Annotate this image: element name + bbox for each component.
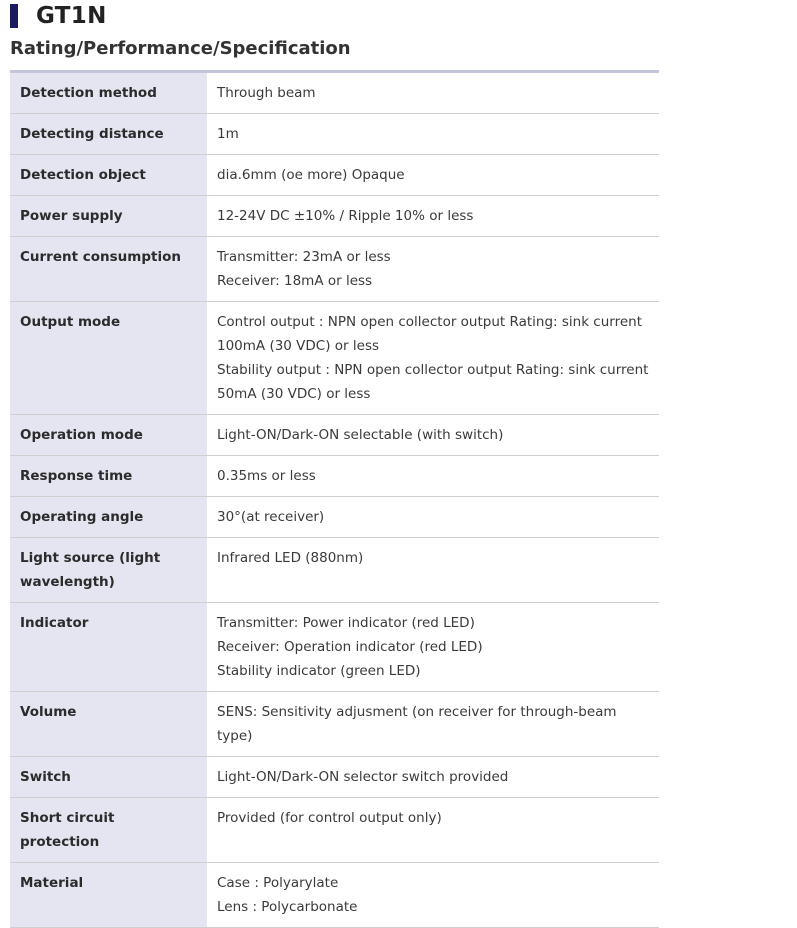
table-row (10, 237, 659, 302)
spec-label: Detection object (10, 155, 207, 196)
spec-value (207, 456, 659, 497)
spec-value-line: Transmitter: Power indicator (red LED) (217, 615, 475, 631)
spec-value-line: 1m (217, 126, 239, 142)
spec-value (207, 497, 659, 538)
spec-value-line: Stability indicator (green LED) (217, 663, 421, 679)
table-row (10, 155, 659, 196)
spec-value (207, 302, 659, 415)
table-row (10, 456, 659, 497)
spec-label: Response time (10, 456, 207, 497)
table-row (10, 73, 659, 114)
spec-label: Detecting distance (10, 114, 207, 155)
spec-value-line: Lens : Polycarbonate (217, 899, 358, 915)
spec-value (207, 757, 659, 798)
spec-value-line: 0.35ms or less (217, 468, 316, 484)
spec-value (207, 114, 659, 155)
spec-value (207, 415, 659, 456)
spec-label: Volume (10, 692, 207, 757)
spec-value (207, 73, 659, 114)
spec-value-line: Receiver: Operation indicator (red LED) (217, 639, 483, 655)
spec-label: Short circuit protection (10, 798, 207, 863)
title-accent-bar (10, 4, 18, 28)
spec-value (207, 863, 659, 928)
spec-label: Operating angle (10, 497, 207, 538)
spec-label: Light source (light wavelength) (10, 538, 207, 603)
spec-value (207, 155, 659, 196)
spec-table (10, 73, 659, 928)
spec-value-line: 30°(at receiver) (217, 509, 325, 525)
spec-value-line: dia.6mm (oe more) Opaque (217, 167, 405, 183)
spec-value-line: Infrared LED (880nm) (217, 550, 364, 566)
spec-value-line: Control output : NPN open collector output Rating: sink current 100mA (30 VDC) or less (217, 314, 642, 354)
spec-label: Output mode (10, 302, 207, 415)
table-row (10, 302, 659, 415)
table-row (10, 863, 659, 928)
spec-value-line: Stability output : NPN open collector output Rating: sink current 50mA (30 VDC) or less (217, 362, 649, 402)
title-row (10, 3, 107, 29)
spec-value (207, 538, 659, 603)
spec-value-line: Case : Polyarylate (217, 875, 339, 891)
spec-value-line: Through beam (217, 85, 316, 101)
table-row (10, 757, 659, 798)
spec-label: Indicator (10, 603, 207, 692)
spec-value (207, 237, 659, 302)
spec-label: Material (10, 863, 207, 928)
table-row (10, 538, 659, 603)
spec-value-line: Light-ON/Dark-ON selector switch provided (217, 769, 509, 785)
spec-table-body (10, 73, 659, 928)
table-row (10, 415, 659, 456)
table-row (10, 798, 659, 863)
spec-value-line: Transmitter: 23mA or less (217, 249, 391, 265)
table-row (10, 603, 659, 692)
table-row (10, 692, 659, 757)
spec-value-line: Light-ON/Dark-ON selectable (with switch) (217, 427, 504, 443)
table-row (10, 114, 659, 155)
spec-label: Detection method (10, 73, 207, 114)
page-title: GT1N (36, 3, 107, 29)
spec-value-line: 12-24V DC ±10% / Ripple 10% or less (217, 208, 474, 224)
spec-value (207, 798, 659, 863)
table-row (10, 497, 659, 538)
spec-value-line: Receiver: 18mA or less (217, 273, 373, 289)
spec-label: Switch (10, 757, 207, 798)
section-subtitle: Rating/Performance/Specification (10, 38, 351, 59)
table-row (10, 196, 659, 237)
spec-value-line: SENS: Sensitivity adjusment (on receiver for through-beam type) (217, 704, 617, 744)
spec-value-line: Provided (for control output only) (217, 810, 442, 826)
spec-value (207, 603, 659, 692)
spec-value (207, 692, 659, 757)
spec-label: Current consumption (10, 237, 207, 302)
spec-label: Power supply (10, 196, 207, 237)
spec-value (207, 196, 659, 237)
spec-label: Operation mode (10, 415, 207, 456)
